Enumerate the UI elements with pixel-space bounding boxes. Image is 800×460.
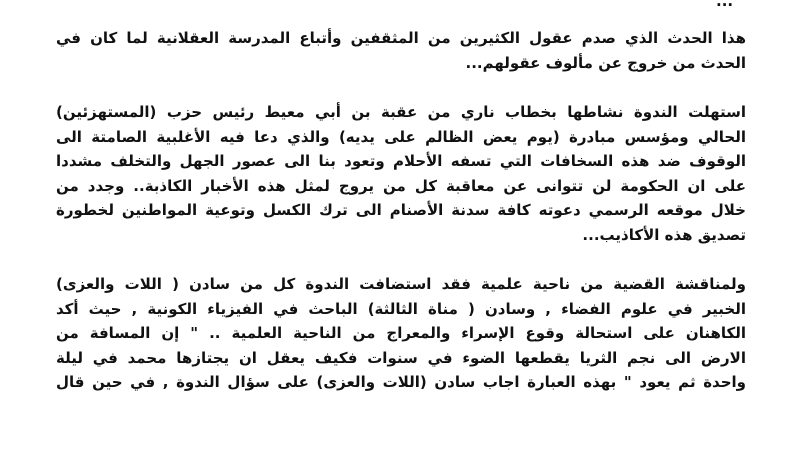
text-line: استهلت الندوة نشاطها بخطاب ناري من عقبة بن أبي معيط رئيس حزب (المستهزئين) xyxy=(56,103,746,121)
cut-off-text-fragment: ... xyxy=(716,0,734,10)
text-line: تصديق هذه الأكاذيب... xyxy=(582,225,746,244)
text-line: واحدة ثم يعود " بهذه العبارة اجاب سادن (اللات والعزى) على سؤال الندوة , في حين قال xyxy=(56,373,746,391)
paragraph-3 xyxy=(56,272,746,395)
text-line: الكاهنان على استحالة وقوع الإسراء والمعراج من الناحية العلمية .. " إن المسافة من xyxy=(56,324,746,342)
paragraph-1 xyxy=(56,26,746,75)
text-line: الارض الى نجم الثريا يقطعها الضوء في سنوات فكيف يعقل ان يجتازها محمد في ليلة xyxy=(56,348,746,367)
text-line: على ان الحكومة لن تتوانى عن معاقبة كل من يروج لمثل هذه الأخبار الكاذبة.. وجدد من xyxy=(56,176,746,195)
text-line: الحالي ومؤسس مبادرة (يوم يعض الظالم على يديه) والذي دعا فيه الأغلبية الصامتة الى xyxy=(56,127,746,146)
text-line: الوقوف ضد هذه السخافات التي تسفه الأحلام وتعود بنا الى عصور الجهل والتخلف مشددا xyxy=(56,152,746,170)
paragraph-2 xyxy=(56,100,746,247)
text-line: خلال موقعه الرسمي دعوته كافة سدنة الأصنام الى ترك الكسل وتوعية المواطنين لخطورة xyxy=(56,201,746,219)
text-line: الخبير في علوم الفضاء , وسادن ( مناة الثالثة) الباحث في الفيزياء الكونية , حيث أكد xyxy=(56,299,746,318)
article-body xyxy=(56,26,746,420)
text-line: هذا الحدث الذي صدم عقول الكثيرين من المثقفين وأتباع المدرسة العقلانية لما كان في xyxy=(56,29,746,47)
text-line: ولمناقشة القضية من ناحية علمية فقد استضافت الندوة كل من سادن ( اللات والعزى) xyxy=(56,275,746,293)
text-line: الحدث من خروج عن مألوف عقولهم... xyxy=(465,53,746,72)
